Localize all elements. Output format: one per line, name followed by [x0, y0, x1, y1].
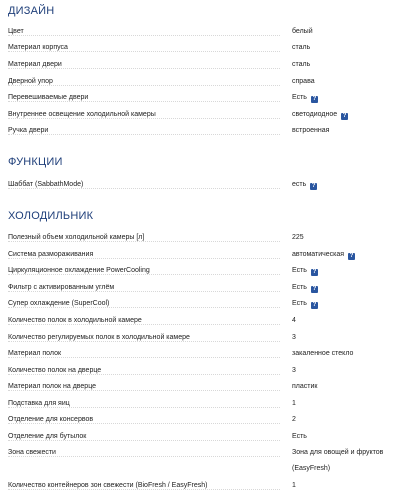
- spec-label: Отделение для бутылок: [8, 429, 284, 445]
- spec-value: Есть ?: [292, 300, 317, 308]
- spec-row: [8, 296, 398, 312]
- spec-row: [8, 478, 398, 494]
- help-icon[interactable]: ?: [312, 269, 317, 275]
- spec-label: Фильтр с активированным углём: [8, 280, 284, 296]
- spec-value: светодиодное ?: [292, 111, 347, 119]
- spec-label: Подставка для яиц: [8, 396, 284, 412]
- spec-row: [8, 263, 398, 279]
- section-title-refrigerator: ХОЛОДИЛЬНИК: [8, 210, 94, 222]
- spec-label: Количество полок на дверце: [8, 363, 284, 379]
- spec-label: Зона свежести: [8, 445, 284, 461]
- spec-row: [8, 379, 398, 395]
- spec-value: 2: [292, 416, 296, 423]
- spec-label: Ручка двери: [8, 123, 284, 139]
- help-icon[interactable]: ?: [342, 113, 347, 119]
- spec-value: Зона для овощей и фруктов (EasyFresh): [292, 449, 384, 472]
- spec-row: [8, 90, 398, 106]
- spec-row: [8, 280, 398, 296]
- spec-row: [8, 123, 398, 139]
- spec-value: 4: [292, 317, 296, 324]
- spec-row: [8, 74, 398, 90]
- spec-label: Супер охлаждение (SuperCool): [8, 296, 284, 312]
- spec-row: [8, 363, 398, 379]
- spec-value: 1: [292, 482, 296, 489]
- help-icon[interactable]: ?: [312, 286, 317, 292]
- spec-value: 3: [292, 367, 296, 374]
- section-title-functions: ФУНКЦИИ: [8, 156, 63, 168]
- spec-label: Полезный объем холодильной камеры [л]: [8, 230, 284, 246]
- spec-value: сталь: [292, 44, 311, 51]
- spec-value: 3: [292, 334, 296, 341]
- spec-row: [8, 40, 398, 56]
- spec-value: Есть: [292, 433, 307, 440]
- spec-value: Есть ?: [292, 267, 317, 275]
- spec-row: [8, 313, 398, 329]
- spec-row: [8, 107, 398, 123]
- spec-row: [8, 346, 398, 362]
- spec-label: Материал корпуса: [8, 40, 284, 56]
- spec-value: есть ?: [292, 181, 316, 189]
- spec-label: Количество полок в холодильной камере: [8, 313, 284, 329]
- spec-label: Шаббат (SabbathMode): [8, 177, 284, 193]
- spec-value: встроенная: [292, 127, 330, 134]
- help-icon[interactable]: ?: [311, 183, 316, 189]
- spec-label: Система размораживания: [8, 247, 284, 263]
- spec-label: Материал полок на дверце: [8, 379, 284, 395]
- spec-row: [8, 445, 398, 477]
- spec-label: Количество регулируемых полок в холодильной камере: [8, 330, 284, 346]
- spec-value: справа: [292, 78, 315, 85]
- spec-label: Материал полок: [8, 346, 284, 362]
- section-title-design: ДИЗАЙН: [8, 5, 55, 17]
- spec-row: [8, 330, 398, 346]
- spec-value: Есть ?: [292, 284, 317, 292]
- spec-value: автоматическая ?: [292, 251, 354, 259]
- spec-label: Количество контейнеров зон свежести (BioFresh / EasyFresh): [8, 478, 284, 494]
- spec-label: Отделение для консервов: [8, 412, 284, 428]
- help-icon[interactable]: ?: [349, 253, 354, 259]
- spec-value: закаленное стекло: [292, 350, 354, 357]
- spec-label: Материал двери: [8, 57, 284, 73]
- spec-value: 225: [292, 234, 304, 241]
- spec-row: [8, 429, 398, 445]
- spec-row: [8, 396, 398, 412]
- help-icon[interactable]: ?: [312, 96, 317, 102]
- spec-label: Циркуляционное охлаждение PowerCooling: [8, 263, 284, 279]
- spec-value: белый: [292, 28, 313, 35]
- spec-value: Есть ?: [292, 94, 317, 102]
- spec-value: сталь: [292, 61, 311, 68]
- spec-row: [8, 412, 398, 428]
- spec-label: Перевешиваемые двери: [8, 90, 284, 106]
- spec-row: [8, 177, 398, 193]
- spec-row: [8, 230, 398, 246]
- help-icon[interactable]: ?: [312, 302, 317, 308]
- spec-value: пластик: [292, 383, 318, 390]
- spec-value: 1: [292, 400, 296, 407]
- spec-label: Дверной упор: [8, 74, 284, 90]
- spec-row: [8, 57, 398, 73]
- spec-label: Внутреннее освещение холодильной камеры: [8, 107, 284, 123]
- spec-row: [8, 247, 398, 263]
- spec-row: [8, 24, 398, 40]
- spec-label: Цвет: [8, 24, 284, 40]
